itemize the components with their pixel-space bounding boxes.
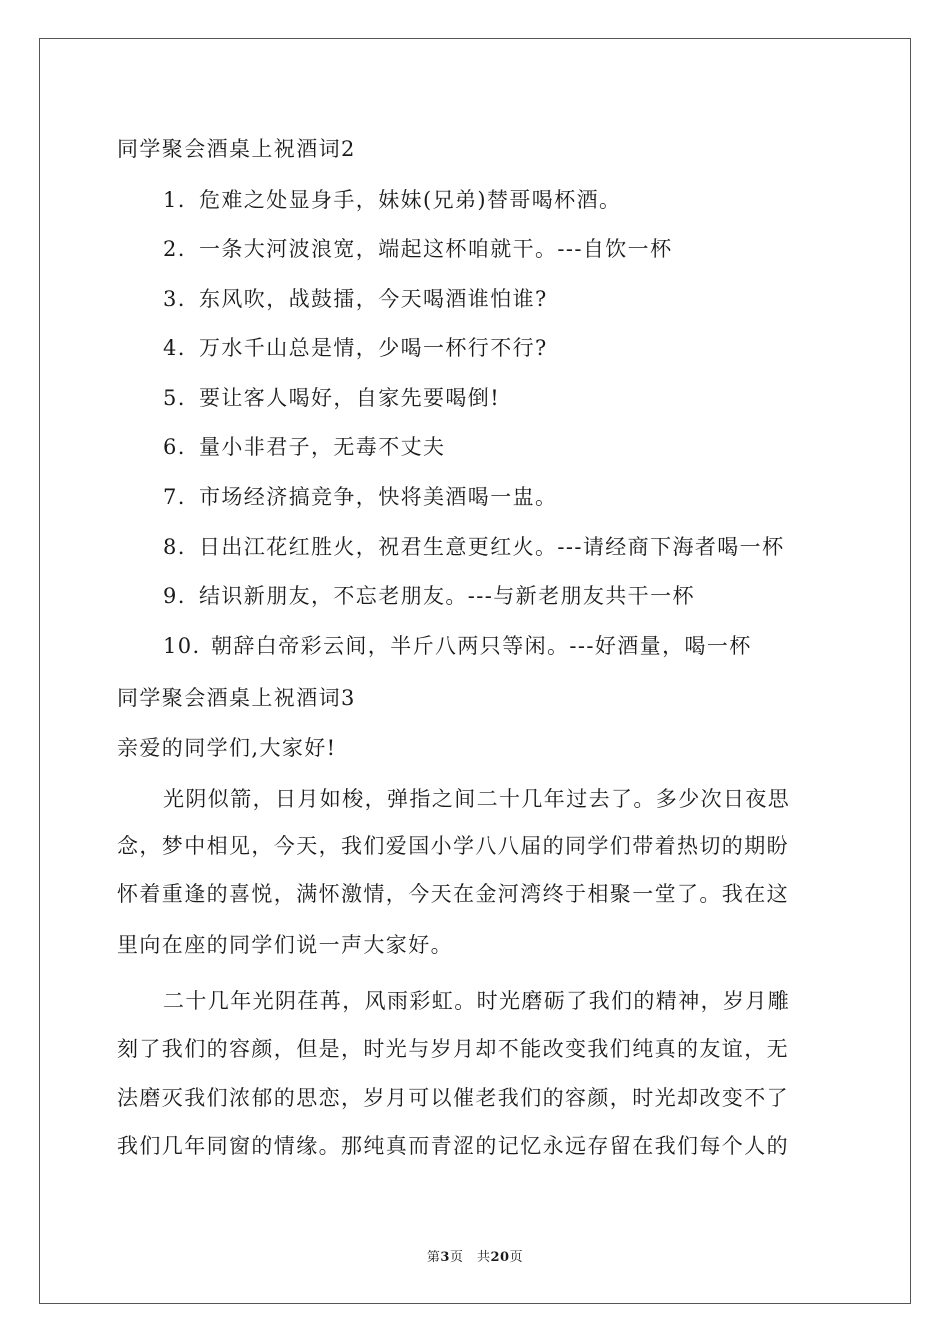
- greeting-line: 亲爱的同学们,大家好!: [117, 736, 337, 760]
- section-heading-2: 同学聚会酒桌上祝酒词2: [117, 137, 356, 161]
- paragraph-line: 光阴似箭，日月如梭，弹指之间二十几年过去了。多少次日夜思: [163, 787, 791, 811]
- paragraph-line: 我们几年同窗的情缘。那纯真而青涩的记忆永远存留在我们每个人的: [117, 1134, 789, 1158]
- list-item-number: 2.: [163, 237, 186, 261]
- footer-current-page: 3: [440, 1250, 450, 1265]
- list-item-number: 3.: [163, 287, 186, 311]
- list-item-number: 5.: [163, 386, 186, 410]
- footer-mid: 页 共: [449, 1250, 491, 1265]
- list-item-number: 4.: [163, 336, 186, 360]
- list-item: [163, 284, 548, 314]
- footer-suffix: 页: [509, 1250, 524, 1265]
- section-heading-3: 同学聚会酒桌上祝酒词3: [117, 686, 356, 710]
- list-item-text: 危难之处显身手，妹妹(兄弟)替哥喝杯酒。: [199, 188, 622, 212]
- paragraph-line: 怀着重逢的喜悦，满怀激情，今天在金河湾终于相聚一堂了。我在这: [117, 882, 789, 906]
- list-item-text: 朝辞白帝彩云间，半斤八两只等闲。---好酒量，喝一杯: [211, 634, 752, 658]
- paragraph-line: 念，梦中相见，今天，我们爱国小学八八届的同学们带着热切的期盼: [117, 834, 789, 858]
- list-item-text: 一条大河波浪宽，端起这杯咱就干。---自饮一杯: [199, 237, 673, 261]
- list-item: [163, 432, 445, 462]
- list-item-text: 东风吹，战鼓擂，今天喝酒谁怕谁?: [199, 287, 548, 311]
- list-item-number: 9.: [163, 584, 186, 608]
- list-item-number: 6.: [163, 435, 186, 459]
- footer-prefix: 第: [426, 1250, 441, 1265]
- list-item: [163, 234, 673, 264]
- page-border: [39, 38, 911, 1304]
- list-item: [163, 383, 500, 413]
- paragraph-line: 二十几年光阴荏苒，风雨彩虹。时光磨砺了我们的精神，岁月雕: [163, 989, 791, 1013]
- paragraph-line: 法磨灭我们浓郁的思恋，岁月可以催老我们的容颜，时光却改变不了: [117, 1086, 789, 1110]
- paragraph-line: 里向在座的同学们说一声大家好。: [117, 933, 453, 957]
- list-item: [163, 532, 785, 562]
- page-footer: [0, 1246, 950, 1265]
- list-item: [163, 581, 695, 611]
- list-item-number: 8.: [163, 535, 186, 559]
- list-item-text: 市场经济搞竞争，快将美酒喝一盅。: [199, 485, 558, 509]
- list-item-text: 量小非君子，无毒不丈夫: [199, 435, 446, 459]
- footer-total-pages: 20: [490, 1250, 510, 1265]
- list-item-number: 1.: [163, 188, 186, 212]
- list-item-text: 结识新朋友，不忘老朋友。---与新老朋友共干一杯: [199, 584, 695, 608]
- list-item-number: 10.: [163, 634, 201, 658]
- list-item-text: 万水千山总是情，少喝一杯行不行?: [199, 336, 548, 360]
- list-item: [163, 482, 557, 512]
- list-item: [163, 333, 548, 363]
- list-item-text: 要让客人喝好，自家先要喝倒!: [199, 386, 501, 410]
- list-item-text: 日出江花红胜火，祝君生意更红火。---请经商下海者喝一杯: [199, 535, 785, 559]
- list-item: [163, 631, 752, 661]
- paragraph-line: 刻了我们的容颜，但是，时光与岁月却不能改变我们纯真的友谊，无: [117, 1037, 789, 1061]
- list-item: [163, 185, 621, 215]
- list-item-number: 7.: [163, 485, 186, 509]
